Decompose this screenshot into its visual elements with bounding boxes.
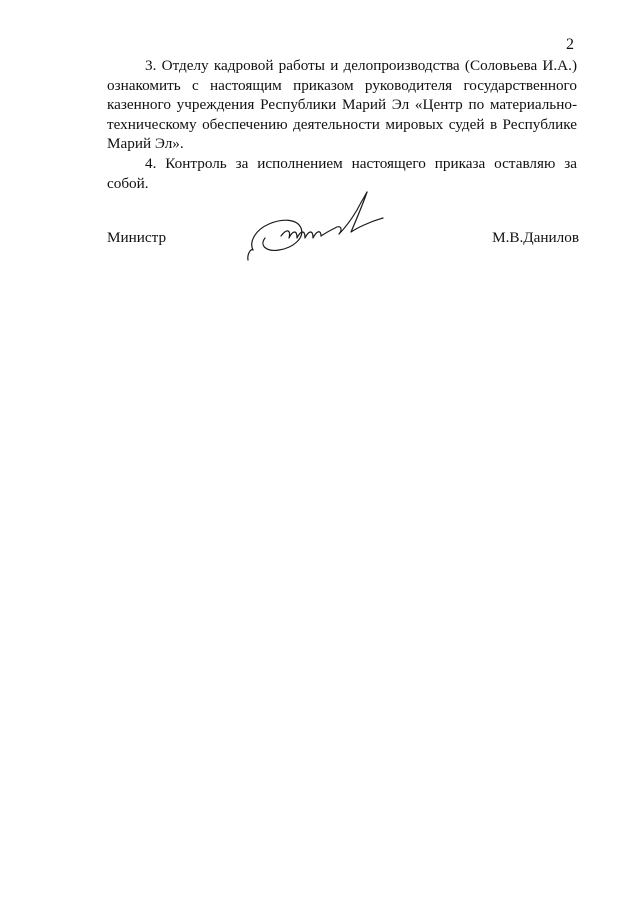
document-body: [107, 56, 577, 193]
paragraph-4: 4. Контроль за исполнением настоящего приказа оставляю за собой.: [107, 154, 577, 192]
signature-block: [107, 222, 579, 282]
signatory-title: Министр: [107, 229, 167, 246]
page-number: 2: [566, 36, 574, 53]
paragraph-3: 3. Отделу кадровой работы и делопроизводства (Соловьева И.А.) ознакомить с настоящим приказом руководителя государственного казенного учреждения Республики Марий Эл «Центр по материально-техническому обеспечению деятельности мировых судей в Республике Марий Эл».: [107, 57, 577, 153]
handwritten-signature: [245, 188, 405, 268]
signatory-name: М.В.Данилов: [492, 229, 579, 246]
